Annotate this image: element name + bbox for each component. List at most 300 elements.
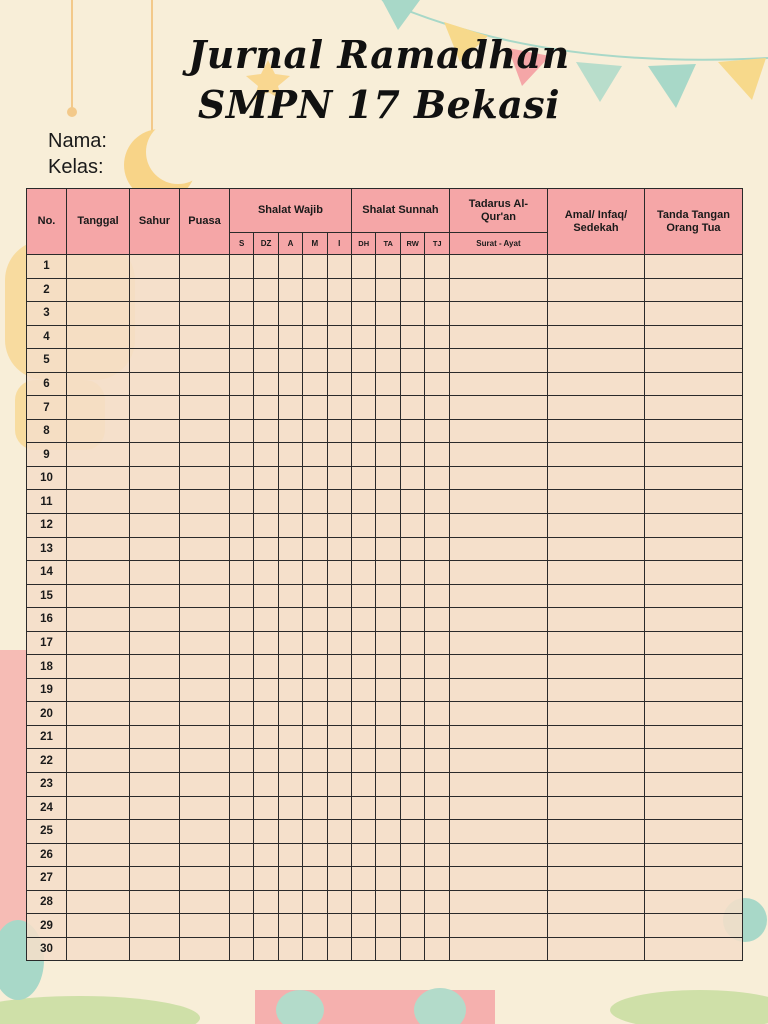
entry-cell[interactable] <box>130 466 180 490</box>
entry-cell[interactable] <box>351 725 376 749</box>
entry-cell[interactable] <box>303 655 327 679</box>
entry-cell[interactable] <box>130 843 180 867</box>
entry-cell[interactable] <box>67 867 130 891</box>
entry-cell[interactable] <box>376 302 401 326</box>
entry-cell[interactable] <box>303 937 327 961</box>
entry-cell[interactable] <box>67 561 130 585</box>
entry-cell[interactable] <box>327 396 351 420</box>
entry-cell[interactable] <box>400 702 425 726</box>
entry-cell[interactable] <box>254 514 278 538</box>
entry-cell[interactable] <box>327 443 351 467</box>
entry-cell[interactable] <box>230 678 254 702</box>
entry-cell[interactable] <box>67 937 130 961</box>
entry-cell[interactable] <box>425 466 450 490</box>
entry-cell[interactable] <box>278 396 302 420</box>
entry-cell[interactable] <box>547 655 644 679</box>
entry-cell[interactable] <box>230 773 254 797</box>
entry-cell[interactable] <box>644 867 742 891</box>
entry-cell[interactable] <box>449 725 547 749</box>
entry-cell[interactable] <box>400 349 425 373</box>
entry-cell[interactable] <box>644 278 742 302</box>
entry-cell[interactable] <box>376 278 401 302</box>
entry-cell[interactable] <box>400 914 425 938</box>
entry-cell[interactable] <box>230 537 254 561</box>
entry-cell[interactable] <box>180 937 230 961</box>
entry-cell[interactable] <box>547 514 644 538</box>
entry-cell[interactable] <box>130 537 180 561</box>
entry-cell[interactable] <box>130 349 180 373</box>
entry-cell[interactable] <box>230 725 254 749</box>
entry-cell[interactable] <box>303 725 327 749</box>
entry-cell[interactable] <box>254 490 278 514</box>
entry-cell[interactable] <box>230 325 254 349</box>
entry-cell[interactable] <box>278 349 302 373</box>
entry-cell[interactable] <box>67 843 130 867</box>
entry-cell[interactable] <box>327 820 351 844</box>
entry-cell[interactable] <box>67 325 130 349</box>
entry-cell[interactable] <box>230 937 254 961</box>
entry-cell[interactable] <box>67 678 130 702</box>
entry-cell[interactable] <box>303 843 327 867</box>
entry-cell[interactable] <box>254 631 278 655</box>
entry-cell[interactable] <box>547 561 644 585</box>
entry-cell[interactable] <box>400 490 425 514</box>
entry-cell[interactable] <box>303 537 327 561</box>
entry-cell[interactable] <box>449 773 547 797</box>
entry-cell[interactable] <box>400 631 425 655</box>
entry-cell[interactable] <box>376 325 401 349</box>
entry-cell[interactable] <box>327 702 351 726</box>
entry-cell[interactable] <box>547 396 644 420</box>
entry-cell[interactable] <box>180 561 230 585</box>
entry-cell[interactable] <box>180 631 230 655</box>
entry-cell[interactable] <box>180 749 230 773</box>
entry-cell[interactable] <box>376 490 401 514</box>
entry-cell[interactable] <box>425 678 450 702</box>
entry-cell[interactable] <box>254 678 278 702</box>
entry-cell[interactable] <box>376 443 401 467</box>
entry-cell[interactable] <box>449 796 547 820</box>
entry-cell[interactable] <box>644 443 742 467</box>
entry-cell[interactable] <box>644 255 742 279</box>
entry-cell[interactable] <box>425 514 450 538</box>
entry-cell[interactable] <box>278 773 302 797</box>
entry-cell[interactable] <box>303 325 327 349</box>
entry-cell[interactable] <box>425 490 450 514</box>
entry-cell[interactable] <box>376 678 401 702</box>
entry-cell[interactable] <box>425 349 450 373</box>
entry-cell[interactable] <box>180 255 230 279</box>
entry-cell[interactable] <box>376 419 401 443</box>
entry-cell[interactable] <box>547 466 644 490</box>
entry-cell[interactable] <box>67 820 130 844</box>
entry-cell[interactable] <box>67 773 130 797</box>
entry-cell[interactable] <box>327 773 351 797</box>
entry-cell[interactable] <box>449 278 547 302</box>
entry-cell[interactable] <box>547 490 644 514</box>
entry-cell[interactable] <box>130 490 180 514</box>
entry-cell[interactable] <box>351 749 376 773</box>
entry-cell[interactable] <box>67 278 130 302</box>
entry-cell[interactable] <box>254 466 278 490</box>
entry-cell[interactable] <box>278 608 302 632</box>
entry-cell[interactable] <box>376 937 401 961</box>
entry-cell[interactable] <box>327 349 351 373</box>
entry-cell[interactable] <box>180 302 230 326</box>
entry-cell[interactable] <box>400 514 425 538</box>
entry-cell[interactable] <box>278 372 302 396</box>
entry-cell[interactable] <box>180 843 230 867</box>
entry-cell[interactable] <box>376 749 401 773</box>
entry-cell[interactable] <box>254 419 278 443</box>
entry-cell[interactable] <box>644 655 742 679</box>
entry-cell[interactable] <box>351 678 376 702</box>
entry-cell[interactable] <box>400 302 425 326</box>
entry-cell[interactable] <box>547 702 644 726</box>
entry-cell[interactable] <box>400 773 425 797</box>
entry-cell[interactable] <box>644 890 742 914</box>
entry-cell[interactable] <box>400 325 425 349</box>
entry-cell[interactable] <box>376 255 401 279</box>
entry-cell[interactable] <box>230 372 254 396</box>
entry-cell[interactable] <box>130 725 180 749</box>
entry-cell[interactable] <box>67 302 130 326</box>
entry-cell[interactable] <box>351 372 376 396</box>
entry-cell[interactable] <box>130 914 180 938</box>
entry-cell[interactable] <box>180 349 230 373</box>
entry-cell[interactable] <box>303 372 327 396</box>
entry-cell[interactable] <box>449 678 547 702</box>
entry-cell[interactable] <box>425 937 450 961</box>
entry-cell[interactable] <box>449 466 547 490</box>
entry-cell[interactable] <box>327 796 351 820</box>
entry-cell[interactable] <box>230 631 254 655</box>
entry-cell[interactable] <box>180 725 230 749</box>
entry-cell[interactable] <box>130 584 180 608</box>
entry-cell[interactable] <box>67 749 130 773</box>
entry-cell[interactable] <box>400 584 425 608</box>
entry-cell[interactable] <box>400 396 425 420</box>
entry-cell[interactable] <box>449 702 547 726</box>
entry-cell[interactable] <box>303 278 327 302</box>
entry-cell[interactable] <box>180 325 230 349</box>
entry-cell[interactable] <box>327 537 351 561</box>
entry-cell[interactable] <box>180 466 230 490</box>
entry-cell[interactable] <box>449 419 547 443</box>
entry-cell[interactable] <box>644 631 742 655</box>
entry-cell[interactable] <box>230 820 254 844</box>
entry-cell[interactable] <box>180 914 230 938</box>
entry-cell[interactable] <box>303 890 327 914</box>
entry-cell[interactable] <box>254 278 278 302</box>
entry-cell[interactable] <box>130 278 180 302</box>
entry-cell[interactable] <box>449 349 547 373</box>
entry-cell[interactable] <box>425 631 450 655</box>
entry-cell[interactable] <box>400 867 425 891</box>
entry-cell[interactable] <box>230 655 254 679</box>
entry-cell[interactable] <box>547 608 644 632</box>
entry-cell[interactable] <box>547 773 644 797</box>
entry-cell[interactable] <box>278 631 302 655</box>
entry-cell[interactable] <box>351 937 376 961</box>
entry-cell[interactable] <box>547 820 644 844</box>
entry-cell[interactable] <box>351 490 376 514</box>
entry-cell[interactable] <box>278 419 302 443</box>
entry-cell[interactable] <box>351 278 376 302</box>
entry-cell[interactable] <box>351 419 376 443</box>
entry-cell[interactable] <box>230 584 254 608</box>
entry-cell[interactable] <box>327 890 351 914</box>
entry-cell[interactable] <box>644 725 742 749</box>
entry-cell[interactable] <box>425 796 450 820</box>
entry-cell[interactable] <box>351 843 376 867</box>
entry-cell[interactable] <box>400 372 425 396</box>
entry-cell[interactable] <box>425 890 450 914</box>
entry-cell[interactable] <box>644 678 742 702</box>
entry-cell[interactable] <box>644 466 742 490</box>
entry-cell[interactable] <box>278 843 302 867</box>
entry-cell[interactable] <box>230 749 254 773</box>
entry-cell[interactable] <box>303 631 327 655</box>
entry-cell[interactable] <box>230 466 254 490</box>
entry-cell[interactable] <box>67 584 130 608</box>
entry-cell[interactable] <box>400 278 425 302</box>
entry-cell[interactable] <box>327 466 351 490</box>
entry-cell[interactable] <box>400 820 425 844</box>
entry-cell[interactable] <box>130 443 180 467</box>
entry-cell[interactable] <box>644 914 742 938</box>
entry-cell[interactable] <box>254 773 278 797</box>
entry-cell[interactable] <box>130 561 180 585</box>
entry-cell[interactable] <box>327 655 351 679</box>
entry-cell[interactable] <box>449 537 547 561</box>
entry-cell[interactable] <box>449 655 547 679</box>
entry-cell[interactable] <box>130 678 180 702</box>
entry-cell[interactable] <box>644 608 742 632</box>
entry-cell[interactable] <box>547 796 644 820</box>
entry-cell[interactable] <box>230 490 254 514</box>
entry-cell[interactable] <box>303 255 327 279</box>
entry-cell[interactable] <box>254 302 278 326</box>
entry-cell[interactable] <box>449 396 547 420</box>
entry-cell[interactable] <box>351 631 376 655</box>
entry-cell[interactable] <box>67 890 130 914</box>
entry-cell[interactable] <box>278 325 302 349</box>
entry-cell[interactable] <box>278 584 302 608</box>
entry-cell[interactable] <box>254 372 278 396</box>
entry-cell[interactable] <box>130 702 180 726</box>
entry-cell[interactable] <box>130 325 180 349</box>
entry-cell[interactable] <box>400 419 425 443</box>
entry-cell[interactable] <box>327 749 351 773</box>
entry-cell[interactable] <box>230 843 254 867</box>
entry-cell[interactable] <box>278 561 302 585</box>
entry-cell[interactable] <box>303 702 327 726</box>
entry-cell[interactable] <box>67 419 130 443</box>
entry-cell[interactable] <box>400 655 425 679</box>
entry-cell[interactable] <box>547 890 644 914</box>
entry-cell[interactable] <box>254 749 278 773</box>
entry-cell[interactable] <box>327 278 351 302</box>
entry-cell[interactable] <box>303 678 327 702</box>
entry-cell[interactable] <box>449 325 547 349</box>
entry-cell[interactable] <box>547 349 644 373</box>
entry-cell[interactable] <box>376 349 401 373</box>
entry-cell[interactable] <box>67 725 130 749</box>
entry-cell[interactable] <box>644 325 742 349</box>
entry-cell[interactable] <box>327 937 351 961</box>
entry-cell[interactable] <box>351 914 376 938</box>
entry-cell[interactable] <box>376 890 401 914</box>
entry-cell[interactable] <box>180 608 230 632</box>
entry-cell[interactable] <box>644 302 742 326</box>
entry-cell[interactable] <box>400 255 425 279</box>
entry-cell[interactable] <box>130 631 180 655</box>
entry-cell[interactable] <box>130 937 180 961</box>
entry-cell[interactable] <box>351 302 376 326</box>
entry-cell[interactable] <box>351 796 376 820</box>
entry-cell[interactable] <box>278 255 302 279</box>
entry-cell[interactable] <box>254 796 278 820</box>
entry-cell[interactable] <box>351 537 376 561</box>
entry-cell[interactable] <box>376 914 401 938</box>
entry-cell[interactable] <box>351 608 376 632</box>
entry-cell[interactable] <box>130 655 180 679</box>
entry-cell[interactable] <box>547 537 644 561</box>
entry-cell[interactable] <box>644 820 742 844</box>
entry-cell[interactable] <box>376 796 401 820</box>
entry-cell[interactable] <box>449 302 547 326</box>
entry-cell[interactable] <box>376 631 401 655</box>
entry-cell[interactable] <box>327 608 351 632</box>
entry-cell[interactable] <box>230 396 254 420</box>
entry-cell[interactable] <box>254 937 278 961</box>
entry-cell[interactable] <box>644 773 742 797</box>
entry-cell[interactable] <box>278 443 302 467</box>
entry-cell[interactable] <box>425 702 450 726</box>
entry-cell[interactable] <box>254 914 278 938</box>
entry-cell[interactable] <box>644 584 742 608</box>
entry-cell[interactable] <box>278 937 302 961</box>
entry-cell[interactable] <box>547 278 644 302</box>
entry-cell[interactable] <box>376 584 401 608</box>
entry-cell[interactable] <box>230 867 254 891</box>
entry-cell[interactable] <box>327 372 351 396</box>
entry-cell[interactable] <box>351 773 376 797</box>
entry-cell[interactable] <box>230 255 254 279</box>
entry-cell[interactable] <box>67 702 130 726</box>
entry-cell[interactable] <box>547 914 644 938</box>
entry-cell[interactable] <box>376 843 401 867</box>
entry-cell[interactable] <box>303 349 327 373</box>
entry-cell[interactable] <box>351 655 376 679</box>
entry-cell[interactable] <box>644 490 742 514</box>
entry-cell[interactable] <box>303 773 327 797</box>
entry-cell[interactable] <box>351 443 376 467</box>
entry-cell[interactable] <box>278 890 302 914</box>
entry-cell[interactable] <box>547 302 644 326</box>
entry-cell[interactable] <box>547 584 644 608</box>
entry-cell[interactable] <box>230 796 254 820</box>
entry-cell[interactable] <box>400 843 425 867</box>
entry-cell[interactable] <box>130 372 180 396</box>
entry-cell[interactable] <box>547 725 644 749</box>
entry-cell[interactable] <box>130 749 180 773</box>
entry-cell[interactable] <box>303 796 327 820</box>
entry-cell[interactable] <box>376 561 401 585</box>
entry-cell[interactable] <box>130 514 180 538</box>
entry-cell[interactable] <box>449 255 547 279</box>
entry-cell[interactable] <box>327 678 351 702</box>
entry-cell[interactable] <box>180 796 230 820</box>
entry-cell[interactable] <box>449 937 547 961</box>
entry-cell[interactable] <box>547 443 644 467</box>
entry-cell[interactable] <box>449 867 547 891</box>
entry-cell[interactable] <box>278 678 302 702</box>
entry-cell[interactable] <box>130 773 180 797</box>
entry-cell[interactable] <box>376 655 401 679</box>
entry-cell[interactable] <box>425 914 450 938</box>
entry-cell[interactable] <box>254 702 278 726</box>
entry-cell[interactable] <box>425 843 450 867</box>
entry-cell[interactable] <box>376 867 401 891</box>
entry-cell[interactable] <box>547 631 644 655</box>
entry-cell[interactable] <box>400 537 425 561</box>
entry-cell[interactable] <box>67 514 130 538</box>
entry-cell[interactable] <box>376 372 401 396</box>
entry-cell[interactable] <box>644 514 742 538</box>
entry-cell[interactable] <box>130 867 180 891</box>
entry-cell[interactable] <box>425 749 450 773</box>
entry-cell[interactable] <box>303 443 327 467</box>
entry-cell[interactable] <box>278 796 302 820</box>
entry-cell[interactable] <box>327 631 351 655</box>
entry-cell[interactable] <box>254 725 278 749</box>
entry-cell[interactable] <box>303 584 327 608</box>
entry-cell[interactable] <box>644 349 742 373</box>
entry-cell[interactable] <box>644 796 742 820</box>
entry-cell[interactable] <box>644 937 742 961</box>
entry-cell[interactable] <box>303 419 327 443</box>
entry-cell[interactable] <box>180 678 230 702</box>
entry-cell[interactable] <box>254 255 278 279</box>
entry-cell[interactable] <box>400 890 425 914</box>
entry-cell[interactable] <box>230 608 254 632</box>
entry-cell[interactable] <box>180 514 230 538</box>
entry-cell[interactable] <box>303 561 327 585</box>
entry-cell[interactable] <box>376 702 401 726</box>
entry-cell[interactable] <box>644 372 742 396</box>
entry-cell[interactable] <box>425 561 450 585</box>
entry-cell[interactable] <box>278 302 302 326</box>
entry-cell[interactable] <box>425 255 450 279</box>
entry-cell[interactable] <box>303 914 327 938</box>
entry-cell[interactable] <box>425 372 450 396</box>
entry-cell[interactable] <box>254 655 278 679</box>
entry-cell[interactable] <box>180 702 230 726</box>
entry-cell[interactable] <box>67 608 130 632</box>
entry-cell[interactable] <box>278 867 302 891</box>
entry-cell[interactable] <box>327 725 351 749</box>
entry-cell[interactable] <box>130 255 180 279</box>
entry-cell[interactable] <box>351 890 376 914</box>
entry-cell[interactable] <box>303 490 327 514</box>
entry-cell[interactable] <box>644 537 742 561</box>
entry-cell[interactable] <box>130 396 180 420</box>
entry-cell[interactable] <box>547 325 644 349</box>
entry-cell[interactable] <box>376 725 401 749</box>
entry-cell[interactable] <box>230 443 254 467</box>
